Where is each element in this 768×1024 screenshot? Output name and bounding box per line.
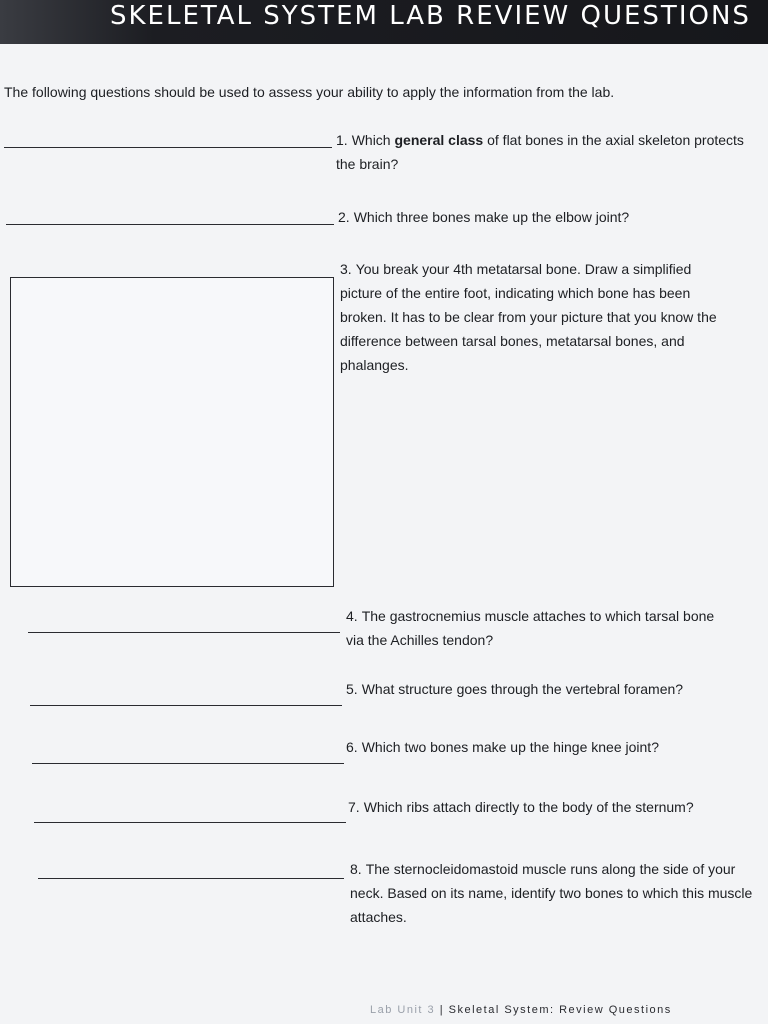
- question-number: 7.: [348, 799, 360, 815]
- page-header: [0, 0, 768, 44]
- answer-line-5[interactable]: [30, 705, 342, 706]
- question-7: 7. Which ribs attach directly to the body of the sternum?: [348, 799, 694, 815]
- question-number: 3.: [340, 261, 352, 277]
- answer-line-6[interactable]: [32, 763, 344, 764]
- question-5: 5. What structure goes through the vertebral foramen?: [346, 681, 684, 697]
- answer-line-7[interactable]: [34, 822, 346, 823]
- question-3: 3. You break your 4th metatarsal bone. Draw a simplified picture of the entire foot, indicating which bone has been broken. It has to be clear from your picture that you know the difference between tarsal bones, metatarsal bones, and phalanges.: [340, 261, 717, 373]
- page-footer: [370, 1004, 672, 1016]
- question-1: 1. Which general class of flat bones in the axial skeleton protects the brain?: [336, 132, 744, 172]
- question-number: 1.: [336, 132, 348, 148]
- question-6: 6. Which two bones make up the hinge knee joint?: [346, 739, 659, 755]
- answer-line-8[interactable]: [38, 878, 344, 879]
- question-number: 5.: [346, 681, 358, 697]
- question-8: 8. The sternocleidomastoid muscle runs along the side of your neck. Based on its name, identify two bones to which this muscle attaches.: [350, 861, 753, 925]
- intro-text: The following questions should be used to assess your ability to apply the information from the lab.: [4, 84, 615, 100]
- question-number: 4.: [346, 608, 358, 624]
- footer-section: Skeletal System: Review Questions: [448, 1004, 672, 1016]
- question-2: 2. Which three bones make up the elbow joint?: [338, 209, 630, 225]
- question-number: 6.: [346, 739, 358, 755]
- question-number: 2.: [338, 209, 350, 225]
- question-number: 8.: [350, 861, 362, 877]
- drawing-box[interactable]: [10, 277, 334, 587]
- footer-unit: Lab Unit 3: [370, 1004, 436, 1016]
- emphasis-text: general class: [394, 132, 484, 148]
- answer-line-4[interactable]: [28, 632, 340, 633]
- footer-separator: |: [439, 1004, 445, 1016]
- page-title: SKELETAL SYSTEM LAB REVIEW QUESTIONS: [110, 1, 751, 31]
- answer-line-1[interactable]: [4, 147, 332, 148]
- answer-line-2[interactable]: [6, 224, 334, 225]
- question-4: 4. The gastrocnemius muscle attaches to which tarsal bone via the Achilles tendon?: [346, 608, 715, 648]
